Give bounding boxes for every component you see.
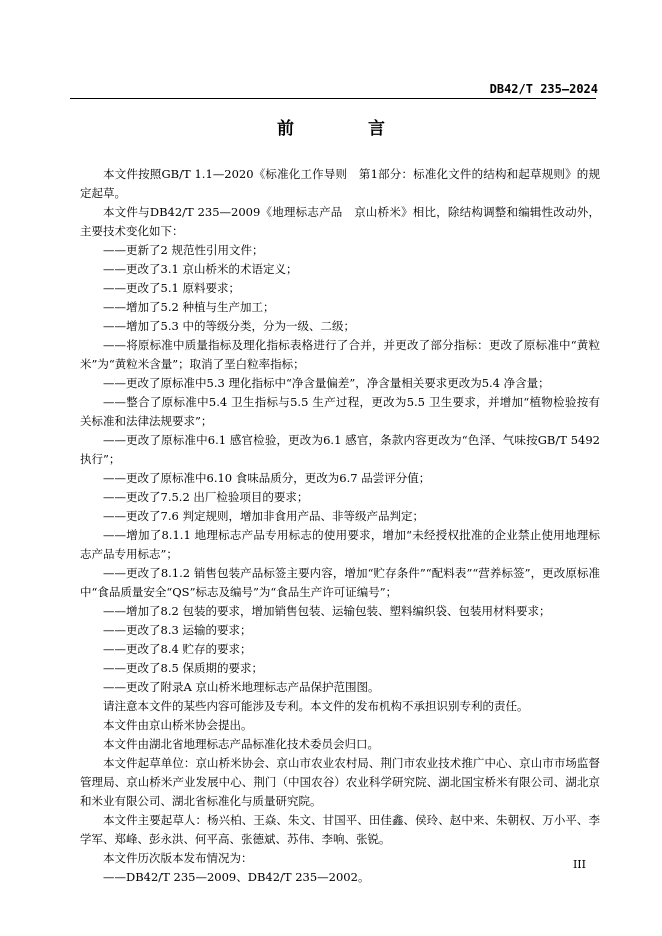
list-item: ——更改了7.5.2 出厂检验项目的要求；: [103, 490, 309, 504]
list-item: ——增加了8.2 包装的要求，增加销售包装、运输包装、塑料编织袋、包装用材料要求；: [103, 604, 551, 618]
list-item: ——将原标准中质量指标及理化指标表格进行了合并，并更改了部分指标：更改了原标准中“黄粒米”为“黄粒米含量”；取消了垩白粒率指标；: [80, 338, 600, 371]
list-item: ——DB42/T 235—2009、DB42/T 235—2002。: [103, 870, 370, 884]
list-item: ——更改了8.5 保质期的要求；: [103, 661, 263, 675]
list-item: ——更改了7.6 判定规则，增加非食用产品、非等级产品判定；: [103, 509, 424, 523]
list-item: ——增加了8.1.1 地理标志产品专用标志的使用要求，增加“未经授权批准的企业禁止使用地理标志产品专用标志”；: [80, 528, 600, 561]
list-item: ——增加了5.3 中的等级分类，分为一级、二级；: [103, 319, 355, 333]
page-title: 前 言: [277, 119, 419, 139]
list-item: ——更改了原标准中6.10 食味品质分，更改为6.7 品尝评分值；: [103, 471, 431, 485]
list-item: ——更改了3.1 京山桥米的术语定义；: [103, 262, 298, 276]
paragraph: 本文件由京山桥米协会提出。: [103, 718, 253, 732]
paragraph: 本文件历次版本发布情况为：: [103, 851, 253, 865]
foreword-body: [80, 165, 600, 887]
paragraph: 本文件由湖北省地理标志产品标准化技术委员会归口。: [103, 737, 379, 751]
list-item: ——更改了附录A 京山桥米地理标志产品保护范围图。: [103, 680, 380, 694]
list-item: ——更改了8.1.2 销售包装产品标签主要内容，增加“贮存条件”“配料表”“营养标签”，更改原标准中“食品质量安全“QS”标志及编号”为“食品生产许可证编号”；: [80, 566, 600, 599]
list-item: ——更新了2 规范性引用文件；: [103, 243, 264, 257]
list-item: ——更改了原标准中5.3 理化指标中“净含量偏差”，净含量相关要求更改为5.4 净含量；: [103, 376, 550, 390]
list-item: ——更改了原标准中6.1 感官检验，更改为6.1 感官，条款内容更改为“色泽、气味按GB/T 5492执行”；: [80, 433, 600, 466]
list-item: ——更改了5.1 原料要求；: [103, 281, 240, 295]
paragraph: 本文件按照GB/T 1.1—2020《标准化工作导则 第1部分：标准化文件的结构和起草规则》的规定起草。: [80, 167, 600, 200]
document-code: DB42/T 235—2024: [489, 82, 598, 96]
paragraph: 请注意本文件的某些内容可能涉及专利。本文件的发布机构不承担识别专利的责任。: [103, 699, 529, 713]
paragraph: 本文件与DB42/T 235—2009《地理标志产品 京山桥米》相比，除结构调整和编辑性改动外，主要技术变化如下：: [80, 205, 600, 238]
list-item: ——增加了5.2 种植与生产加工；: [103, 300, 275, 314]
page-number: III: [572, 858, 586, 871]
paragraph: 本文件主要起草人：杨兴柏、王焱、朱文、甘国平、田佳鑫、侯玲、赵中来、朱朝权、万小平、李学军、郑峰、彭永洪、何平高、张德斌、苏伟、李响、张锐。: [80, 813, 600, 846]
list-item: ——整合了原标准中5.4 卫生指标与5.5 生产过程，更改为5.5 卫生要求，并增加“植物检验按有关标准和法律法规要求”；: [80, 395, 600, 428]
list-item: ——更改了8.4 贮存的要求；: [103, 642, 252, 656]
paragraph: 本文件起草单位：京山桥米协会、京山市农业农村局、荆门市农业技术推广中心、京山市市场监督管理局、京山桥米产业发展中心、荆门（中国农谷）农业科学研究院、湖北国宝桥米有限公司、湖北京和米业有限公司、湖北省标准化与质量研究院。: [80, 756, 600, 808]
header-rule: [70, 98, 596, 99]
list-item: ——更改了8.3 运输的要求；: [103, 623, 252, 637]
